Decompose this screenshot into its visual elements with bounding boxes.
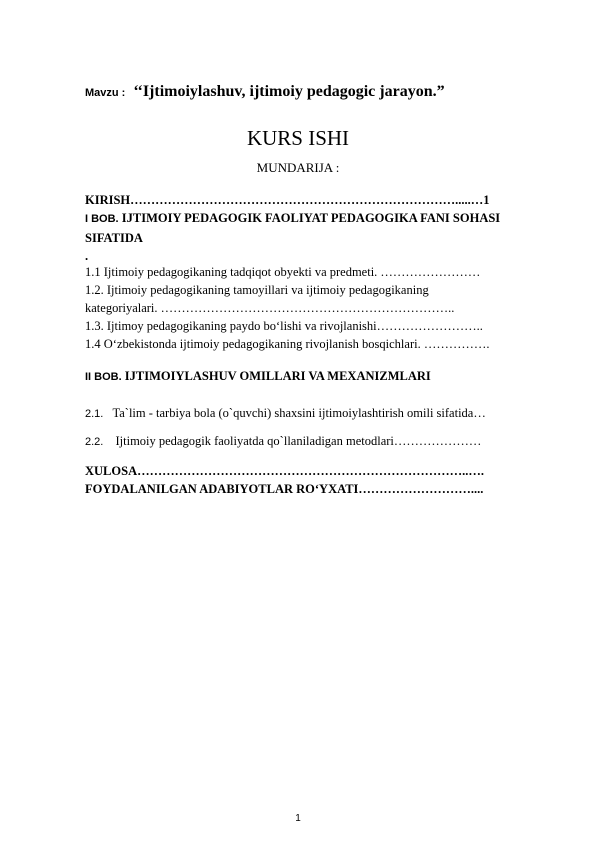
contents-heading: MUNDARIJA : [256,160,340,175]
topic-text: ‘‘Ijtimoiylashuv, ijtimoiy pedagogic jarayon.” [133,83,445,100]
chapter-1-title-cont: SIFATIDA [85,231,143,245]
chapter-1-title: IJTIMOIY PEDAGOGIK FAOLIYAT PEDAGOGIKA FANI SOHASI [121,211,501,225]
toc-section-1-3: 1.3. Ijtimoy pedagogikaning paydo bo‘lishi va rivojlanishi…………………….. [85,319,483,333]
section-2-1-number: 2.1. [85,408,104,420]
toc-chapter-1 [85,211,500,226]
toc-chapter-2 [85,369,431,384]
toc-conclusion: XULOSA……………………………………………………………………..…. [85,464,484,478]
toc-section-2-1 [85,406,486,421]
chapter-2-title: IJTIMOIYLASHUV OMILLARI VA MEXANIZMLARI [124,369,431,383]
toc-references: FOYDALANILGAN ADABIYOTLAR RO‘YXATI……………………….... [85,482,484,496]
toc-section-1-2-cont: kategoriyalari. …………………………………………………………….. [85,301,455,315]
toc-section-1-2: 1.2. Ijtimoiy pedagogikaning tamoyillari va ijtimoiy pedagogikaning [85,283,429,297]
toc-section-2-2 [85,434,481,449]
toc-section-1-4: 1.4 O‘zbekistonda ijtimoiy pedagogikaning rivojlanish bosqichlari. ……………. [85,337,490,351]
topic-line [85,83,445,101]
topic-label: Mavzu : [85,87,126,99]
page-number: 1 [295,813,301,824]
section-2-2-number: 2.2. [85,436,104,448]
toc-section-1-1: 1.1 Ijtimoiy pedagogikaning tadqiqot obyekti va predmeti. …………………… [85,265,481,279]
chapter-1-number: I BOB. [85,213,119,225]
section-2-1-title: Ta`lim - tarbiya bola (o`quvchi) shaxsini ijtimoiylashtirish omili sifatida… [112,406,486,420]
chapter-2-number: II BOB. [85,371,122,383]
page-title: KURS ISHI [246,126,350,150]
toc-intro: KIRISH…………………………………………………………………….....…1 [85,193,490,207]
section-2-2-title: Ijtimoiy pedagogik faoliyatda qo`llaniladigan metodlari………………… [115,434,482,448]
chapter-1-dot: . [85,249,89,263]
